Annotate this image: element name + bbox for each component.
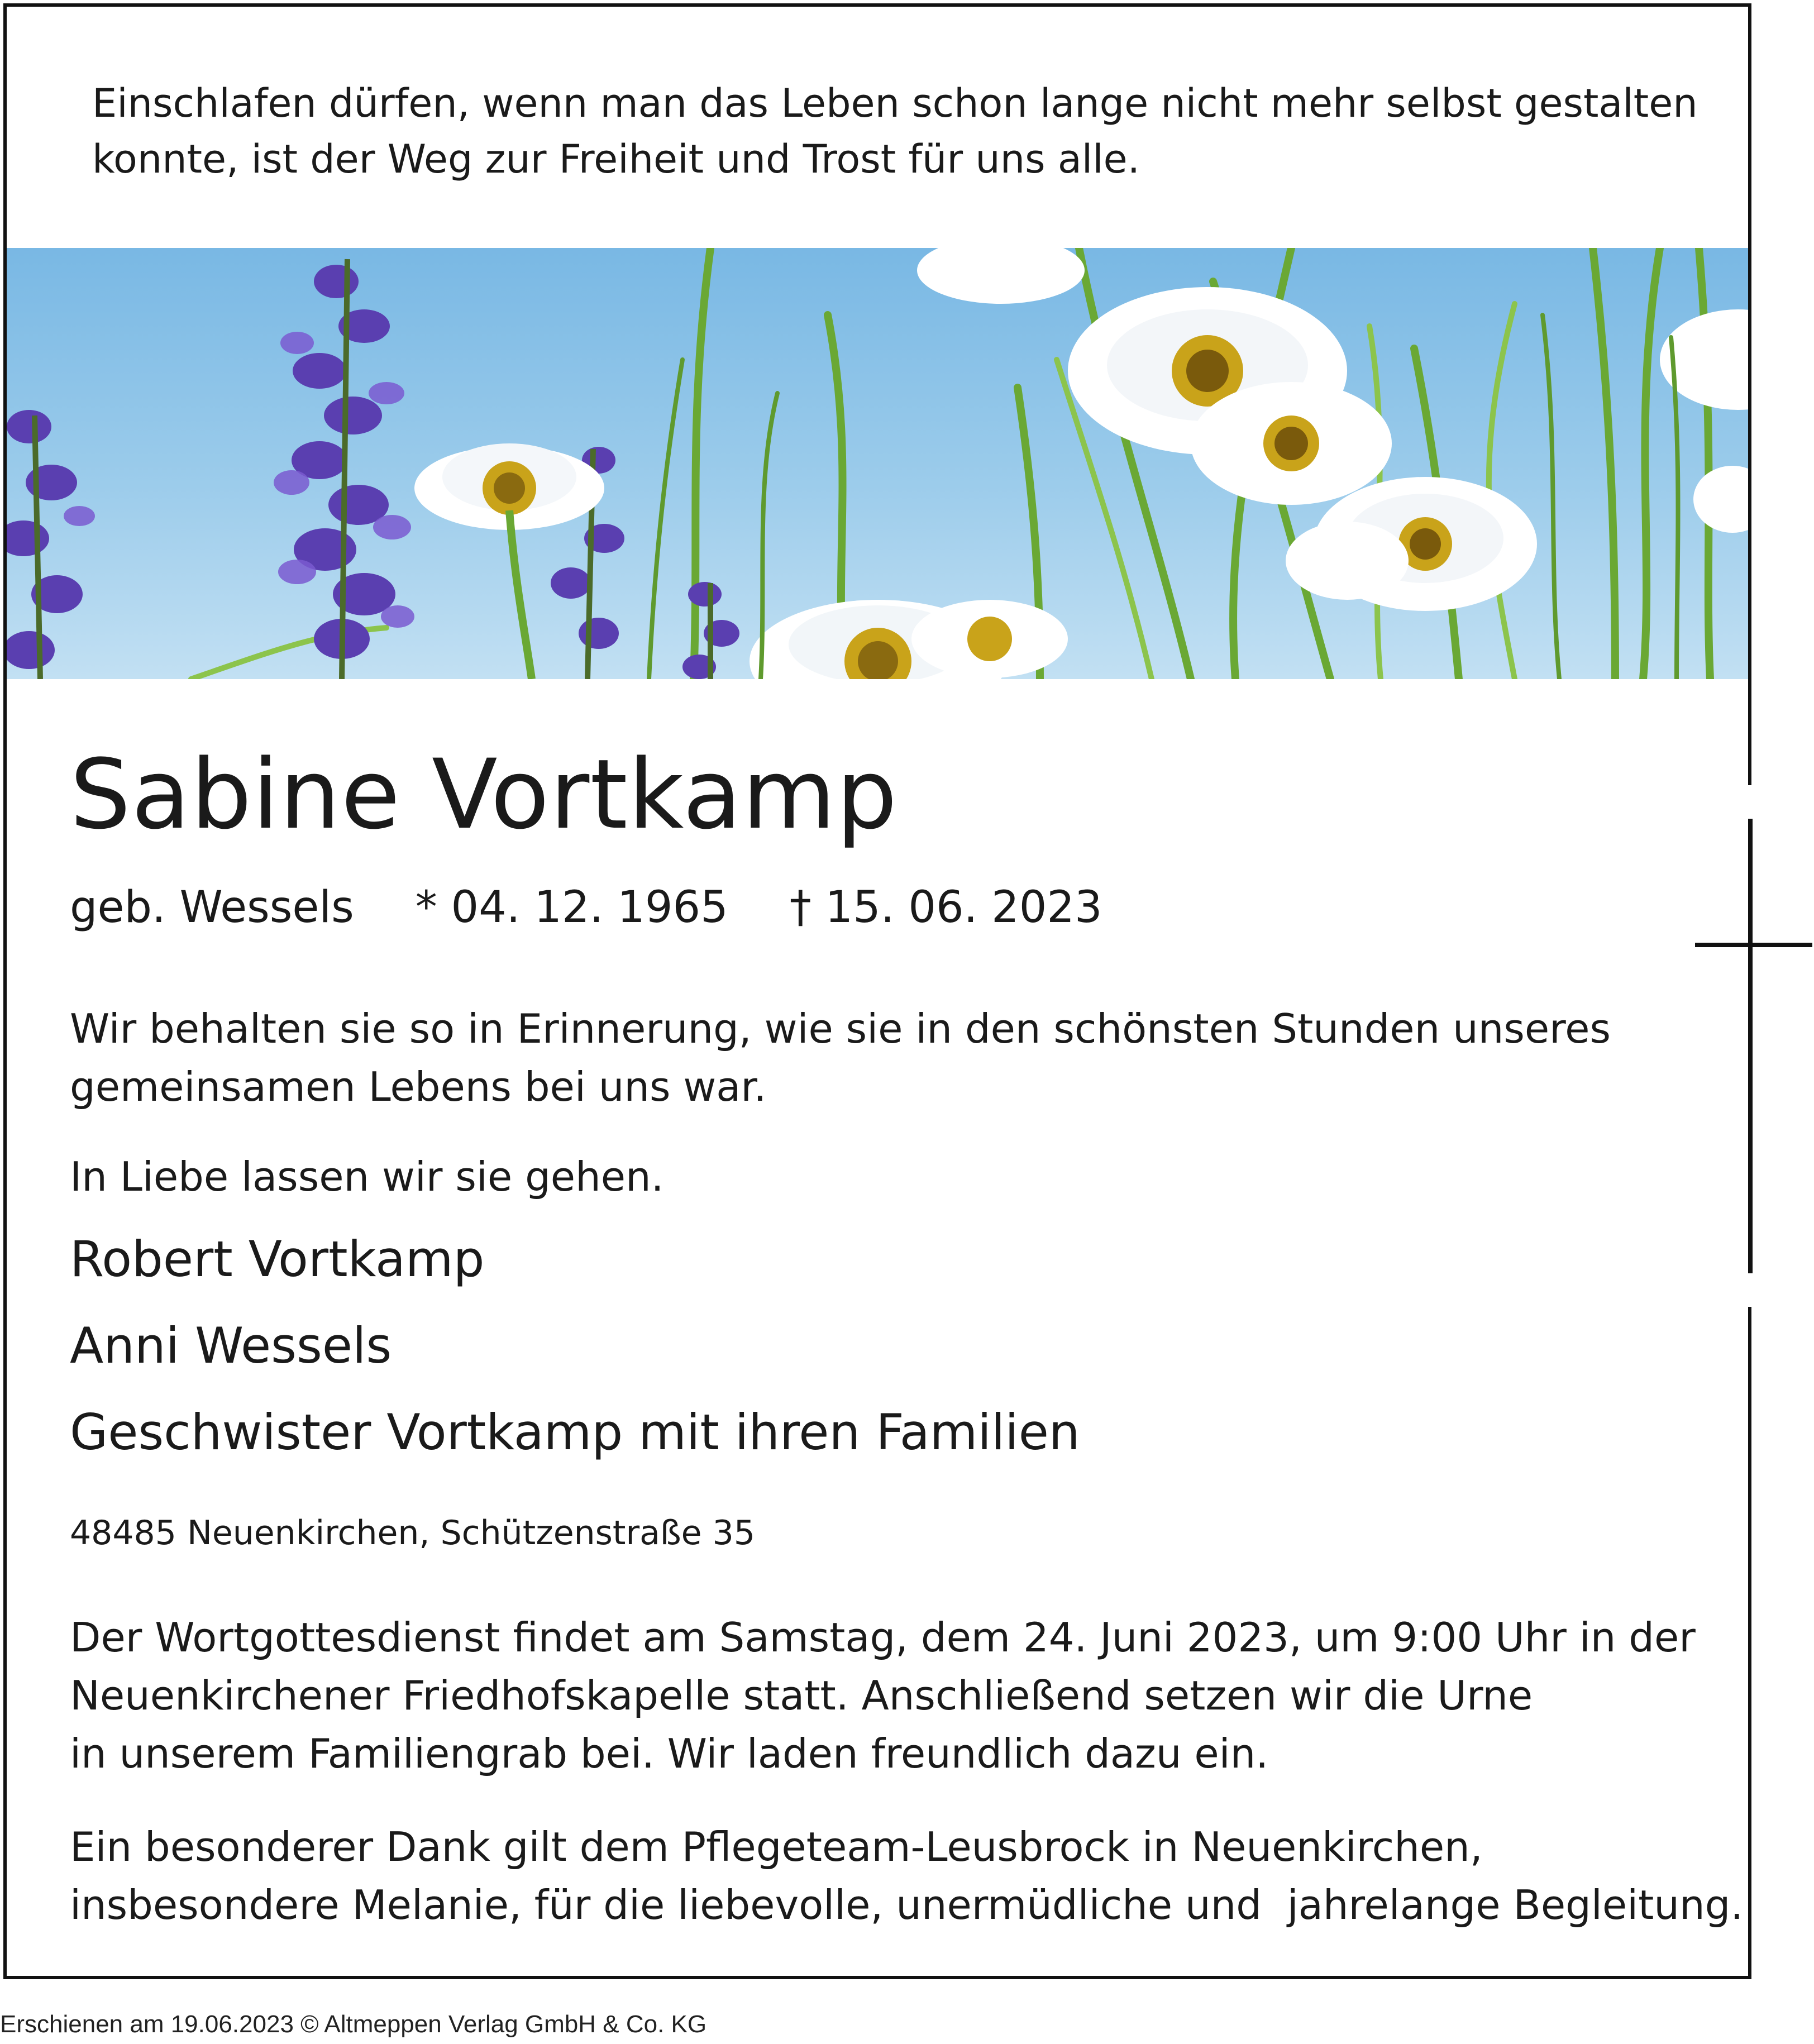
memory-text	[70, 1000, 1717, 1116]
service-line-1: Der Wortgottesdienst findet am Samstag, dem 24. Juni 2023, um 9:00 Uhr in der	[70, 1614, 1696, 1661]
deceased-name: Sabine Vortkamp	[70, 738, 898, 851]
birth-date: * 04. 12. 1965	[415, 882, 728, 933]
family-member-1: Robert Vortkamp	[70, 1230, 485, 1288]
frame-bottom-border	[3, 1976, 1751, 1979]
service-info	[70, 1608, 1717, 1783]
thanks-line-1: Ein besonderer Dank gilt dem Pflegeteam-Leusbrock in Neuenkirchen,	[70, 1823, 1483, 1870]
frame-right-border-lower	[1748, 1307, 1751, 1979]
thanks-line-2: insbesondere Melanie, für die liebevolle, unermüdliche und jahrelange Begleitung.	[70, 1881, 1744, 1928]
thanks-text	[70, 1818, 1744, 1934]
motto-quote	[92, 75, 1701, 187]
maiden-name: geb. Wessels	[70, 882, 354, 933]
meadow-flowers-photo	[7, 248, 1748, 679]
family-member-3: Geschwister Vortkamp mit ihren Familien	[70, 1403, 1080, 1461]
farewell-text: In Liebe lassen wir sie gehen.	[70, 1153, 664, 1200]
service-line-3: in unserem Familiengrab bei. Wir laden freundlich dazu ein.	[70, 1730, 1269, 1777]
memory-line-1: Wir behalten sie so in Erinnerung, wie sie in den schönsten Stunden unseres	[70, 1005, 1611, 1052]
service-line-2: Neuenkirchener Friedhofskapelle statt. Anschließend setzen wir die Urne	[70, 1672, 1533, 1719]
cross-icon-horizontal	[1695, 943, 1812, 947]
motto-line-1: Einschlafen dürfen, wenn man das Leben schon lange nicht mehr selbst gestalten	[92, 80, 1698, 126]
address: 48485 Neuenkirchen, Schützenstraße 35	[70, 1513, 756, 1553]
deceased-details	[70, 877, 1102, 938]
memory-line-2: gemeinsamen Lebens bei uns war.	[70, 1063, 767, 1110]
cross-icon-vertical	[1748, 819, 1753, 1273]
motto-line-2: konnte, ist der Weg zur Freiheit und Trost für uns alle.	[92, 136, 1140, 182]
frame-top-border	[3, 3, 1751, 7]
publication-footer: Erschienen am 19.06.2023 © Altmeppen Verlag GmbH & Co. KG	[0, 2010, 707, 2038]
family-member-2: Anni Wessels	[70, 1317, 392, 1374]
death-date: † 15. 06. 2023	[789, 882, 1102, 933]
frame-right-border-upper	[1748, 3, 1751, 785]
